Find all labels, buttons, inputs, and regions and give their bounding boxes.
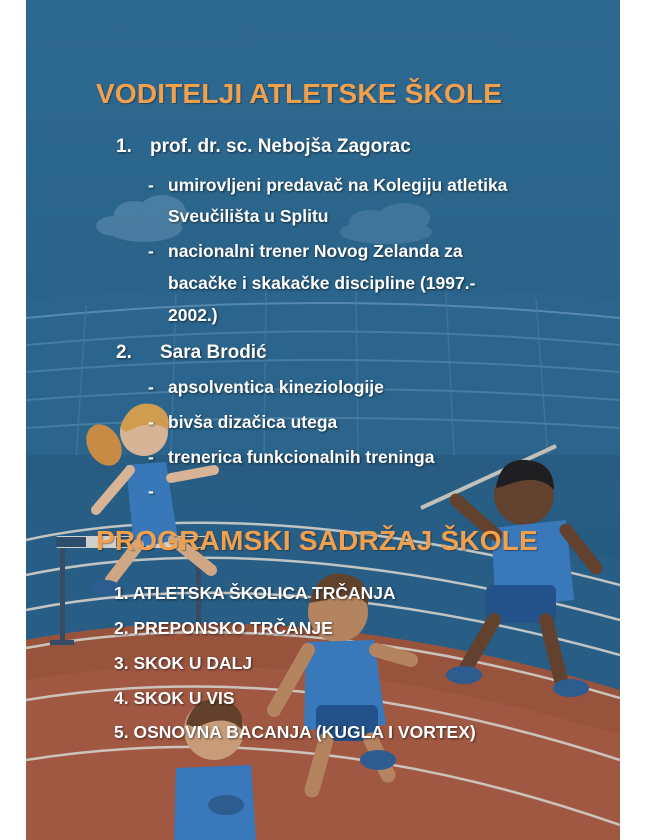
program-item: 4. SKOK U VIS xyxy=(114,688,235,708)
detail-line: umirovljeni predavač na Kolegiju atletika xyxy=(168,175,508,195)
detail-line: trenerica funkcionalnih treninga xyxy=(168,447,435,467)
detail-bullet: - xyxy=(148,377,154,397)
detail-line: Sveučilišta u Splitu xyxy=(168,206,329,226)
detail-line: 2002.) xyxy=(168,305,218,325)
detail-bullet: - xyxy=(148,241,154,261)
detail-line: bacačke i skakačke discipline (1997.- xyxy=(168,273,476,293)
detail-line: nacionalni trener Novog Zelanda za xyxy=(168,241,463,261)
detail-bullet: - xyxy=(148,175,154,195)
person-name: prof. dr. sc. Nebojša Zagorac xyxy=(150,136,411,157)
program-item: 5. OSNOVNA BACANJA (KUGLA I VORTEX) xyxy=(114,722,476,742)
program-item: 2. PREPONSKO TRČANJE xyxy=(114,618,333,638)
poster-page xyxy=(26,0,620,840)
detail-line: bivša dizačica utega xyxy=(168,412,338,432)
section-heading-program: PROGRAMSKI SADRŽAJ ŠKOLE xyxy=(96,525,538,556)
detail-line: apsolventica kineziologije xyxy=(168,377,384,397)
detail-bullet: - xyxy=(148,447,154,467)
person-number: 2. xyxy=(116,342,132,363)
person-number: 1. xyxy=(116,136,132,157)
section-heading-voditelji: VODITELJI ATLETSKE ŠKOLE xyxy=(96,78,503,109)
detail-bullet: - xyxy=(148,481,154,501)
person-name: Sara Brodić xyxy=(160,342,267,363)
program-item: 1. ATLETSKA ŠKOLICA TRČANJA xyxy=(114,583,396,603)
detail-bullet: - xyxy=(148,412,154,432)
program-item: 3. SKOK U DALJ xyxy=(114,653,253,673)
